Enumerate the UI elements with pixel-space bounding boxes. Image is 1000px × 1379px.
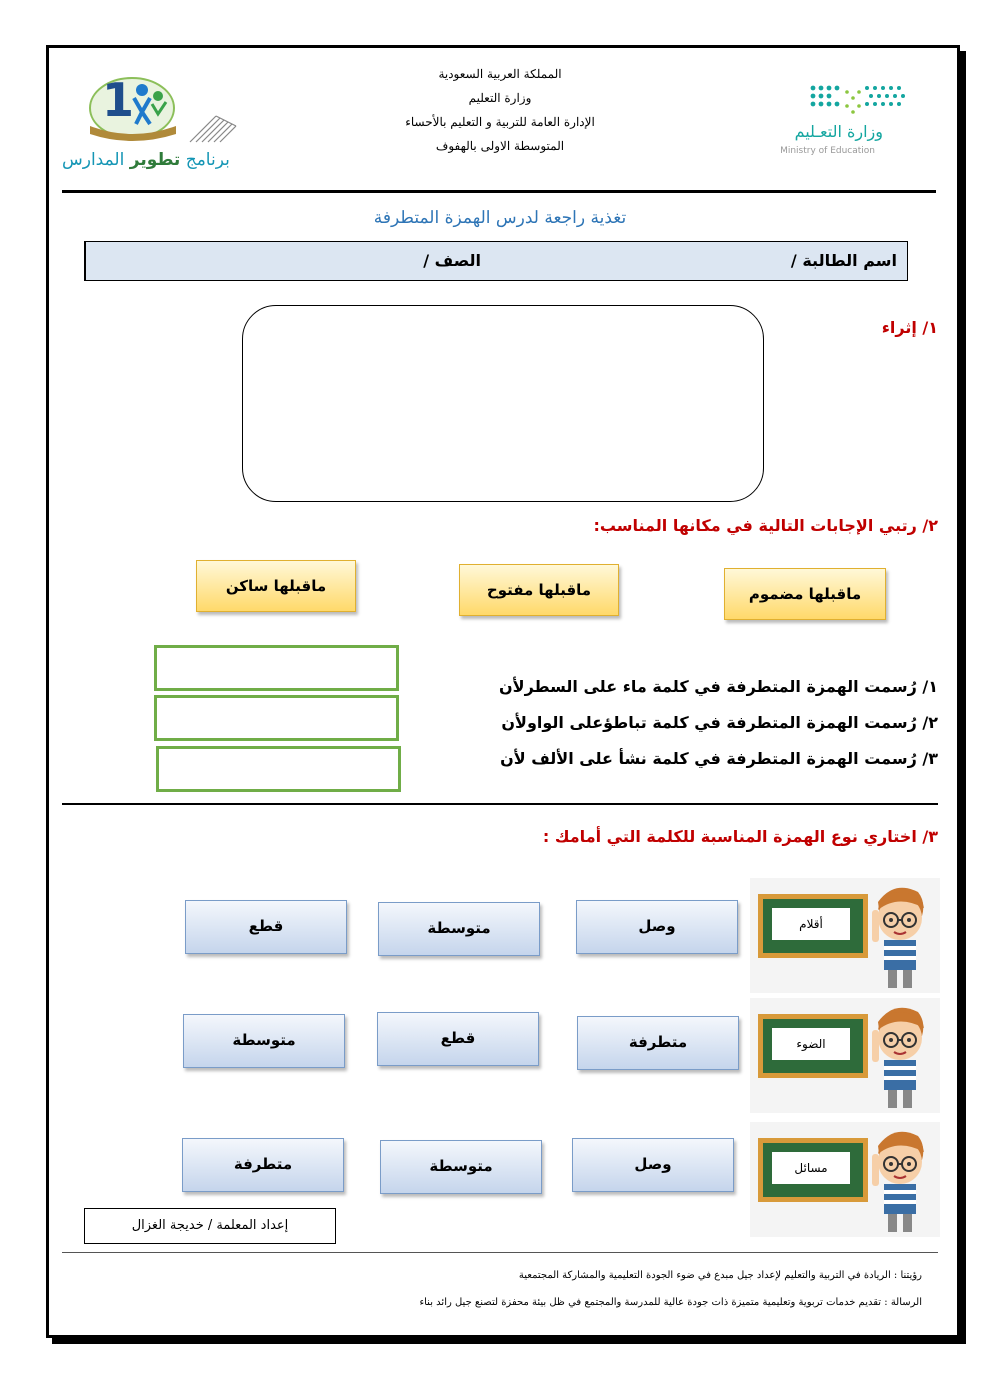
q1-title: ١/ إثراء	[881, 318, 938, 337]
footer-divider	[62, 1252, 938, 1253]
choice-2-3[interactable]: متوسطة	[183, 1014, 345, 1068]
choice-1-1[interactable]: وصل	[576, 900, 738, 954]
word-1: أقلام	[772, 908, 850, 940]
header-text	[380, 62, 620, 158]
student-class-field[interactable]: الصف /	[85, 242, 491, 280]
header-line-4: المتوسطة الاولى بالهفوف	[435, 139, 565, 153]
program-name	[62, 150, 230, 170]
worksheet-title: تغذية راجعة لدرس الهمزة المتطرفة	[373, 208, 627, 228]
choice-1-3[interactable]: قطع	[185, 900, 347, 954]
word-card-1	[750, 878, 940, 993]
program-highlight: تطوير	[129, 150, 181, 170]
choice-3-1[interactable]: وصل	[572, 1138, 734, 1192]
sentence-3: ٣/ رُسمت الهمزة المتطرفة في كلمة نشأ على الألف لأن	[500, 749, 938, 768]
header-divider	[62, 190, 936, 193]
footer-vision: رؤيتنا : الريادة في التربية والتعليم لإعداد جيل مبدع في ضوء الجودة التعليمية والمشاركة المجتمعية	[518, 1270, 922, 1281]
choice-3-3[interactable]: متطرفة	[182, 1138, 344, 1192]
sentence-1: ١/ رُسمت الهمزة المتطرفة في كلمة ماء على السطرلأن	[499, 677, 938, 696]
word-2: الضوء	[772, 1028, 850, 1060]
word-card-3	[750, 1122, 940, 1237]
ministry-dots-icon	[807, 82, 907, 116]
prepared-by: إعداد المعلمة / خديجة الغزال	[84, 1208, 336, 1244]
student-info-table	[84, 241, 908, 281]
school-logo-icon	[80, 62, 180, 142]
header-line-2: وزارة التعليم	[468, 91, 532, 105]
ministry-name-ar: وزارة التعـليم	[794, 122, 883, 141]
chalkboard	[758, 1014, 868, 1078]
student-name-field[interactable]: اسم الطالبة /	[790, 251, 897, 270]
q2-title: ٢/ رتبي الإجابات التالية في مكانها المناسب:	[593, 516, 938, 535]
word-card-2	[750, 998, 940, 1113]
drop-box-1[interactable]	[154, 645, 399, 691]
choice-3-2[interactable]: متوسطة	[380, 1140, 542, 1194]
section-divider	[62, 803, 938, 805]
header-line-3: الإدارة العامة للتربية و التعليم بالأحساء	[405, 115, 595, 129]
option-sukun[interactable]: ماقبلها ساكن	[196, 560, 356, 612]
boy-icon	[864, 1000, 934, 1112]
building-logo-icon	[186, 104, 240, 144]
enrichment-box	[242, 305, 764, 502]
choice-2-1[interactable]: متطرفة	[577, 1016, 739, 1070]
drop-box-2[interactable]	[154, 695, 399, 741]
svg-text:1: 1	[102, 73, 135, 127]
option-fatha[interactable]: ماقبلها مفتوح	[459, 564, 619, 616]
drop-box-3[interactable]	[156, 746, 401, 792]
header-line-1: المملكة العربية السعودية	[438, 67, 562, 81]
choice-1-2[interactable]: متوسطة	[378, 902, 540, 956]
chalkboard	[758, 1138, 868, 1202]
chalkboard	[758, 894, 868, 958]
ministry-name-en: Ministry of Education	[780, 146, 875, 156]
boy-icon	[864, 1124, 934, 1236]
word-3: مسائل	[772, 1152, 850, 1184]
option-damma[interactable]: ماقبلها مضموم	[724, 568, 886, 620]
q3-title: ٣/ اختاري نوع الهمزة المناسبة للكلمة التي أمامك :	[542, 827, 938, 846]
sentence-2: ٢/ رُسمت الهمزة المتطرفة في كلمة تباطؤعلى الواولأن	[501, 713, 938, 732]
boy-icon	[864, 880, 934, 992]
program-suffix: المدارس	[62, 150, 125, 170]
ministry-logo	[775, 80, 925, 160]
program-prefix: برنامج	[185, 150, 230, 170]
choice-2-2[interactable]: قطع	[377, 1012, 539, 1066]
footer-mission: الرسالة : تقديم خدمات تربوية وتعليمية متميزة ذات جودة عالية للمدرسة والمجتمع في ظل بيئة محفزة لتصنع جيل رائد بناء	[419, 1297, 922, 1308]
